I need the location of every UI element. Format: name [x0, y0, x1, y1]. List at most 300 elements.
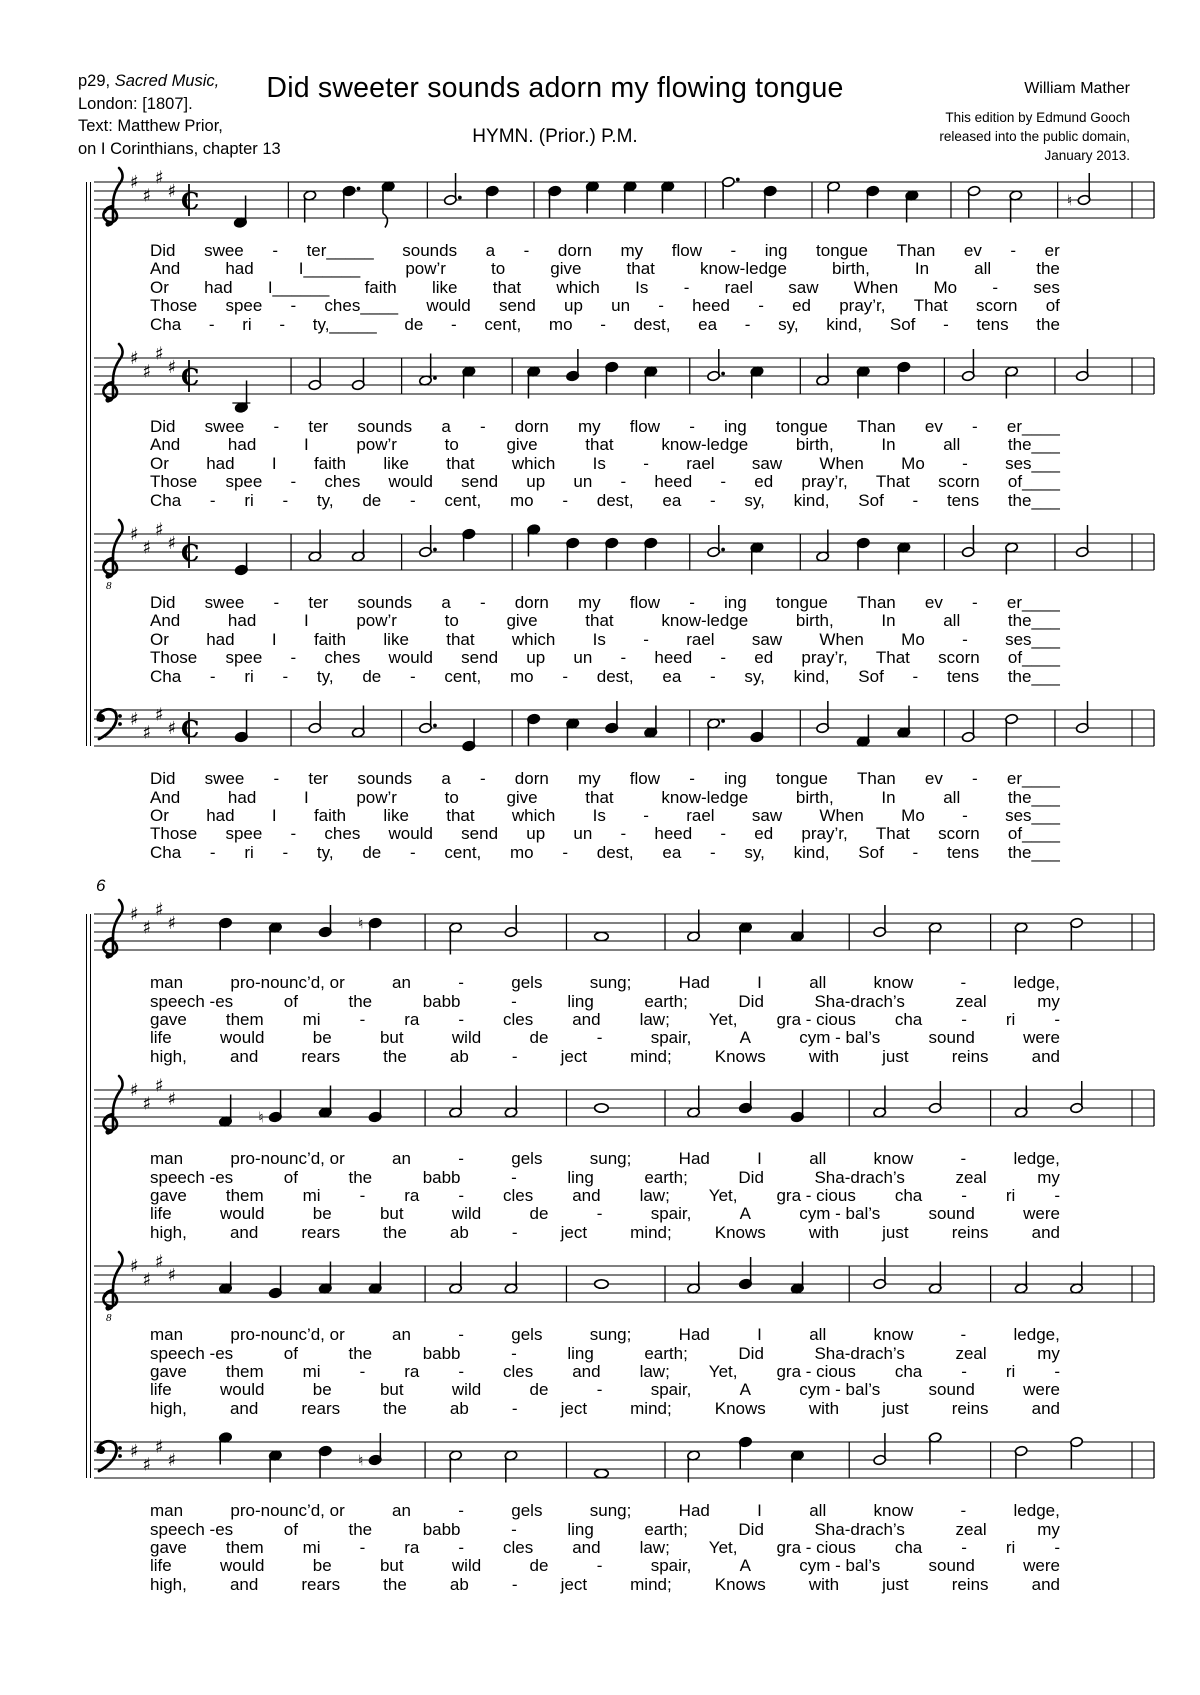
lyric-syllable: mind; [630, 1574, 672, 1594]
lyric-syllable: know-ledge [661, 435, 749, 455]
lyric-syllable: ledge, [1013, 973, 1060, 993]
note [369, 1090, 382, 1122]
lyric-syllable: had [204, 277, 233, 297]
lyric-syllable: but [379, 1380, 404, 1400]
lyric-syllable: de [404, 314, 424, 334]
lyric-syllable: send [498, 296, 536, 316]
lyric-line-1 [150, 594, 1060, 612]
lyric-syllable: - [961, 1362, 967, 1381]
lyric-syllable: earth; [644, 1343, 688, 1363]
lyric-syllable: Those [150, 824, 198, 844]
lyric-syllable: ches [324, 472, 361, 492]
lyric-syllable: Yet, [708, 1009, 738, 1029]
svg-text:♯: ♯ [142, 185, 152, 207]
lyric-syllable: ra [404, 1538, 420, 1558]
lyric-syllable: - [943, 314, 949, 334]
lyric-syllable: scorn [938, 824, 980, 844]
lyric-syllable: - [962, 453, 968, 473]
lyric-syllable: ject [560, 1398, 588, 1418]
lyric-syllable: them [225, 1185, 264, 1205]
lyric-syllable: I [757, 1501, 762, 1521]
lyric-syllable: ject [560, 1046, 588, 1066]
lyric-syllable: mind; [630, 1222, 672, 1242]
lyric-syllable: ev [924, 593, 943, 613]
svg-text:♯: ♯ [167, 913, 177, 935]
lyric-syllable: - [511, 1343, 517, 1363]
lyric-syllable: had [227, 787, 257, 807]
lyric-syllable: which [556, 277, 600, 297]
lyric-syllable: a [441, 769, 451, 789]
lyric-syllable: - [600, 314, 606, 334]
lyric-syllable: would [220, 1556, 265, 1576]
lyric-syllable: but [379, 1204, 404, 1224]
svg-text:♯: ♯ [167, 181, 177, 202]
lyric-syllable: and [1031, 1046, 1060, 1066]
lyric-syllable: and [1031, 1574, 1060, 1594]
lyric-syllable: ri [244, 666, 254, 686]
lyric-syllable: - [410, 842, 416, 862]
lyric-syllable: had [206, 805, 235, 825]
lyric-syllable: cent, [444, 666, 482, 686]
lyric-syllable: would [426, 296, 471, 316]
svg-text:♯: ♯ [167, 533, 177, 555]
lyric-syllable: spee [225, 824, 263, 844]
note [739, 1257, 752, 1289]
lyric-syllable: the [383, 1574, 407, 1594]
lyric-syllable: sounds [402, 241, 458, 260]
key-signature-sharps [130, 1252, 176, 1291]
lyric-line-3 [150, 455, 1060, 473]
key-signature-sharps [130, 520, 176, 559]
lyric-line-4 [150, 1205, 1060, 1223]
lyric-syllable: pro-nounc’d, or [230, 973, 345, 993]
lyric-syllable: spair, [650, 1028, 692, 1048]
lyric-syllable: all [809, 1149, 827, 1169]
lyric-syllable: gave [150, 1185, 187, 1205]
lyric-syllable: law; [639, 1009, 670, 1029]
lyric-syllable: ledge, [1013, 1501, 1060, 1521]
svg-text:♯: ♯ [155, 1436, 164, 1458]
lyric-line-1 [150, 1502, 1060, 1520]
lyric-syllable: send [461, 648, 499, 668]
lyric-line-2 [150, 1169, 1060, 1187]
lyric-syllable: Knows [714, 1398, 766, 1418]
notes [219, 1081, 1083, 1127]
svg-text:♯: ♯ [155, 167, 164, 189]
staff-lines [94, 914, 1154, 950]
lyric-syllable: ri [1005, 1009, 1016, 1029]
lyric-syllable: flow [671, 241, 702, 260]
lyric-syllable: - [961, 1009, 967, 1029]
lyric-syllable: a [485, 241, 496, 260]
svg-text:♮: ♮ [358, 914, 364, 933]
lyric-syllable: give [550, 259, 582, 279]
staff-tenor [86, 1250, 1160, 1324]
treble-clef-8-icon [103, 520, 122, 592]
staff-soprano [86, 898, 1160, 972]
lyric-syllable: - [359, 1362, 366, 1381]
note [644, 538, 657, 570]
lyric-syllable: ri [244, 490, 254, 510]
note [605, 701, 618, 733]
lyric-line-2 [150, 789, 1060, 807]
lyric-syllable: life [150, 1556, 172, 1576]
lyric-syllable: sounds [357, 769, 413, 789]
note [897, 362, 910, 394]
lyric-syllable: mo [510, 490, 534, 510]
lyric-syllable: - [1054, 1362, 1060, 1381]
lyric-syllable: the [383, 1398, 407, 1418]
notes [235, 701, 1089, 751]
lyric-syllable: - [458, 1325, 464, 1345]
lyric-syllable: de [529, 1556, 549, 1576]
lyric-syllable: cles [503, 1362, 534, 1381]
lyric-syllable: - [511, 991, 517, 1011]
lyric-syllable: be [312, 1028, 332, 1048]
lyric-syllable: - [511, 1167, 517, 1187]
lyric-syllable: gra - cious [776, 1009, 856, 1029]
lyric-syllable: that [446, 453, 475, 473]
lyric-syllable: dorn [557, 241, 592, 260]
lyric-syllable: which [511, 453, 556, 473]
lyric-syllable: Cha [150, 490, 182, 510]
lyric-syllable: - [972, 593, 978, 613]
lyric-syllable: sound [928, 1556, 975, 1576]
lyric-syllable: Is [592, 629, 606, 649]
note [444, 173, 462, 205]
lyric-syllable: ra [404, 1362, 420, 1381]
lyric-syllable: speech -es [150, 1343, 234, 1363]
lyric-syllable: - [282, 666, 289, 686]
svg-text:♮: ♮ [258, 1108, 264, 1127]
lyric-syllable: - [960, 973, 967, 993]
lyric-syllable: Sof [889, 314, 916, 334]
lyric-syllable: heed [654, 472, 693, 492]
lyric-syllable: all [974, 259, 992, 279]
lyric-syllable: an [392, 1149, 411, 1169]
lyric-syllable: that [585, 787, 614, 807]
lyric-syllable: flow [629, 417, 661, 437]
lyric-syllable: I______ [267, 277, 330, 297]
lyrics-alto [86, 1148, 1160, 1250]
svg-text:♯: ♯ [155, 1075, 164, 1097]
note [929, 1081, 942, 1113]
lyric-syllable: spee [225, 648, 263, 668]
svg-text:8: 8 [106, 580, 112, 593]
lyric-syllable: - [511, 1222, 518, 1242]
cut-time-icon [181, 184, 199, 216]
lyric-syllable: - [279, 314, 286, 334]
edition-line-3: January 2013. [1044, 148, 1130, 163]
lyric-syllable: to [491, 259, 506, 279]
lyric-line-3 [150, 1539, 1060, 1557]
lyric-syllable: ing [724, 593, 747, 613]
lyric-syllable: - [744, 314, 751, 334]
lyric-syllable: Than [857, 593, 896, 613]
lyric-syllable: rears [301, 1574, 341, 1594]
lyric-syllable: that [492, 277, 522, 297]
note [462, 719, 475, 751]
lyric-syllable: to [444, 611, 459, 631]
lyric-syllable: high, [150, 1574, 187, 1594]
lyric-syllable: - [720, 824, 727, 844]
lyric-syllable: my [577, 769, 601, 789]
lyric-syllable: that [585, 611, 614, 631]
lyric-syllable: Than [896, 241, 936, 260]
lyric-syllable: ty, [316, 666, 334, 686]
lyric-syllable: a [441, 593, 451, 613]
hymn-subtitle: HYMN. (Prior.) P.M. [472, 126, 638, 147]
lyric-syllable: I [271, 805, 277, 825]
lyric-syllable: sy, [778, 314, 799, 334]
note [527, 714, 540, 746]
lyric-syllable: - [359, 1009, 366, 1029]
lyric-syllable: of [283, 1343, 298, 1363]
lyric-syllable: like [383, 805, 409, 825]
lyric-syllable: Cha [150, 666, 182, 686]
lyric-syllable: flow [629, 593, 661, 613]
lyrics-tenor [86, 1324, 1160, 1426]
lyric-syllable: cha [894, 1538, 923, 1558]
lyric-line-4 [150, 1557, 1060, 1575]
note [722, 177, 740, 209]
lyric-syllable: - [562, 490, 569, 510]
lyric-syllable: de [529, 1380, 549, 1400]
lyric-syllable: ab [449, 1398, 469, 1418]
lyric-syllable: the___ [1007, 842, 1060, 862]
lyric-line-1 [150, 242, 1060, 260]
lyric-syllable: Those [150, 296, 198, 316]
lyric-syllable: ab [449, 1046, 469, 1066]
lyric-syllable: When [819, 629, 864, 649]
note [319, 905, 332, 937]
lyric-syllable: them [225, 1362, 264, 1381]
lyric-syllable: un [573, 824, 593, 844]
lyric-syllable: Sof [858, 842, 884, 862]
lyric-syllable: pray’r, [801, 472, 848, 492]
lyric-syllable: would [388, 648, 433, 668]
svg-text:♯: ♯ [142, 1454, 152, 1476]
lyric-syllable: ses___ [1005, 805, 1060, 825]
lyric-syllable: mind; [630, 1046, 672, 1066]
lyric-syllable: - [620, 824, 627, 844]
lyric-syllable: - [643, 453, 649, 473]
note [1014, 1446, 1027, 1478]
lyric-syllable: gels [511, 973, 543, 993]
lyric-syllable: dorn [514, 593, 549, 613]
lyric-syllable: with [808, 1398, 840, 1418]
lyric-syllable: - [962, 805, 968, 825]
lyric-syllable: - [689, 417, 695, 437]
note [595, 932, 609, 940]
source-line-1: p29, Sacred Music, [78, 72, 220, 90]
lyric-syllable: - [458, 973, 464, 993]
note [504, 905, 517, 937]
svg-text:♯: ♯ [155, 899, 164, 921]
lyric-syllable: up [526, 648, 546, 668]
lyric-syllable: just [882, 1574, 909, 1594]
lyric-syllable: an [392, 1501, 411, 1521]
lyric-syllable: - [643, 805, 649, 825]
lyric-syllable: earth; [644, 1167, 688, 1187]
note [750, 710, 763, 742]
lyric-syllable: my [577, 417, 601, 437]
lyric-syllable: In [881, 611, 896, 631]
lyric-syllable: which [511, 805, 556, 825]
lyric-syllable: ty, [316, 842, 334, 862]
key-signature-sharps [130, 900, 176, 939]
lyric-syllable: and [572, 1009, 601, 1029]
svg-text:♯: ♯ [142, 361, 152, 383]
page-title: Did sweeter sounds adorn my flowing tongue [266, 72, 844, 104]
lyric-syllable: ea [662, 490, 682, 510]
lyric-syllable: - [562, 666, 569, 686]
lyric-syllable: heed [654, 648, 693, 668]
lyric-syllable: scorn [938, 472, 980, 492]
note [419, 701, 437, 733]
lyric-syllable: tongue [775, 593, 828, 613]
note [566, 538, 579, 570]
staff-lines [94, 710, 1154, 746]
lyric-syllable: Yet, [708, 1185, 738, 1205]
lyric-syllable: Did [738, 1519, 764, 1539]
lyric-syllable: Than [857, 417, 896, 437]
lyric-syllable: - [960, 1149, 967, 1169]
lyric-line-1 [150, 418, 1060, 436]
lyric-syllable: ing [764, 241, 788, 260]
lyric-syllable: swee [204, 417, 245, 437]
note [873, 1257, 886, 1289]
lyric-syllable: high, [150, 1398, 187, 1418]
lyric-syllable: gels [511, 1149, 543, 1169]
lyric-syllable: and [1031, 1222, 1060, 1242]
lyric-syllable: ab [449, 1222, 469, 1242]
lyric-syllable: life [150, 1204, 172, 1224]
lyric-syllable: of [283, 991, 298, 1011]
lyric-syllable: - [710, 490, 716, 510]
lyric-syllable: - [720, 648, 727, 668]
lyric-line-5 [150, 844, 1060, 862]
notes [235, 524, 1089, 575]
lyric-syllable: the___ [1007, 611, 1060, 631]
lyric-syllable: high, [150, 1222, 187, 1242]
lyric-syllable: ling [567, 991, 594, 1011]
lyric-syllable: ri [1005, 1185, 1016, 1205]
lyric-syllable: ling [567, 1519, 594, 1539]
lyric-syllable: Or [150, 453, 169, 473]
lyric-syllable: just [882, 1046, 909, 1066]
lyric-syllable: earth; [644, 991, 688, 1011]
svg-text:♯: ♯ [142, 1093, 152, 1115]
lyric-syllable: ling [567, 1167, 594, 1187]
lyric-syllable: - [451, 314, 457, 334]
lyric-syllable: ject [560, 1222, 588, 1242]
lyric-syllable: babb [422, 1519, 461, 1539]
lyric-syllable: - [689, 593, 695, 613]
lyric-syllable: wild [451, 1204, 482, 1224]
note [269, 1266, 282, 1298]
lyric-syllable: Had [678, 1149, 710, 1169]
lyric-syllable: rael [724, 277, 753, 297]
lyric-line-4 [150, 825, 1060, 843]
lyric-syllable: tongue [775, 417, 828, 437]
lyric-syllable: mi [302, 1362, 321, 1381]
lyric-syllable: zeal [955, 1519, 987, 1539]
lyric-syllable: rears [301, 1046, 341, 1066]
lyric-syllable: faith [313, 453, 347, 473]
note [419, 525, 437, 557]
lyric-syllable: swee [204, 593, 245, 613]
lyric-syllable: gra - cious [776, 1185, 856, 1205]
lyric-syllable: I [271, 629, 277, 649]
lyric-syllable: ter [308, 593, 329, 613]
lyric-syllable: all [809, 1325, 827, 1345]
lyric-syllable: cym - bal’s [799, 1556, 881, 1576]
lyric-syllable: would [220, 1380, 265, 1400]
lyric-syllable: - [272, 241, 278, 260]
lyric-syllable: gels [511, 1501, 543, 1521]
svg-text:♯: ♯ [130, 1256, 139, 1278]
lyric-syllable: When [819, 453, 864, 473]
lyric-line-3 [150, 1011, 1060, 1029]
lyric-syllable: all [943, 435, 961, 455]
lyric-syllable: pro-nounc’d, or [230, 1325, 345, 1345]
lyric-syllable: up [564, 296, 583, 316]
lyric-line-4 [150, 1381, 1060, 1399]
lyric-syllable: saw [788, 277, 819, 297]
lyric-syllable: would [220, 1204, 265, 1224]
lyric-syllable: And [150, 787, 181, 807]
lyric-syllable: send [461, 472, 499, 492]
key-signature-sharps [130, 344, 176, 383]
lyric-syllable: ches____ [324, 296, 399, 316]
bass-clef-icon [97, 1442, 122, 1472]
lyric-syllable: reins [951, 1398, 989, 1418]
lyric-syllable: ea [698, 314, 718, 334]
lyric-syllable: that [626, 259, 655, 279]
lyric-syllable: know [873, 973, 914, 993]
lyric-line-1 [150, 1150, 1060, 1168]
lyric-syllable: Cha [150, 314, 182, 334]
lyric-syllable: my [1037, 1167, 1060, 1187]
notes [219, 1257, 1083, 1298]
lyric-syllable: up [526, 472, 546, 492]
svg-text:8: 8 [106, 1312, 112, 1325]
lyric-syllable: When [853, 277, 899, 297]
lyric-line-3 [150, 1363, 1060, 1381]
lyric-syllable: but [379, 1028, 404, 1048]
lyric-syllable: the [348, 1167, 373, 1187]
note [764, 186, 777, 218]
lyric-syllable: I [303, 787, 309, 807]
lyric-syllable: wild [451, 1556, 482, 1576]
lyric-syllable: Is [592, 453, 606, 473]
lyric-syllable: which [511, 629, 556, 649]
lyric-syllable: mind; [630, 1398, 672, 1418]
svg-text:♯: ♯ [167, 1265, 177, 1287]
lyric-line-5 [150, 1224, 1060, 1242]
lyric-syllable: ter [308, 769, 329, 789]
staff-alto [86, 342, 1160, 416]
lyric-syllable: - [620, 648, 627, 668]
lyric-syllable: babb [422, 1167, 461, 1187]
lyric-syllable: my [1037, 1343, 1060, 1363]
lyric-syllable: were [1023, 1556, 1060, 1576]
lyric-syllable: speech -es [150, 991, 234, 1011]
lyric-syllable: dest, [596, 842, 634, 862]
lyric-syllable: - [410, 666, 416, 686]
lyric-syllable: sy, [744, 842, 765, 862]
